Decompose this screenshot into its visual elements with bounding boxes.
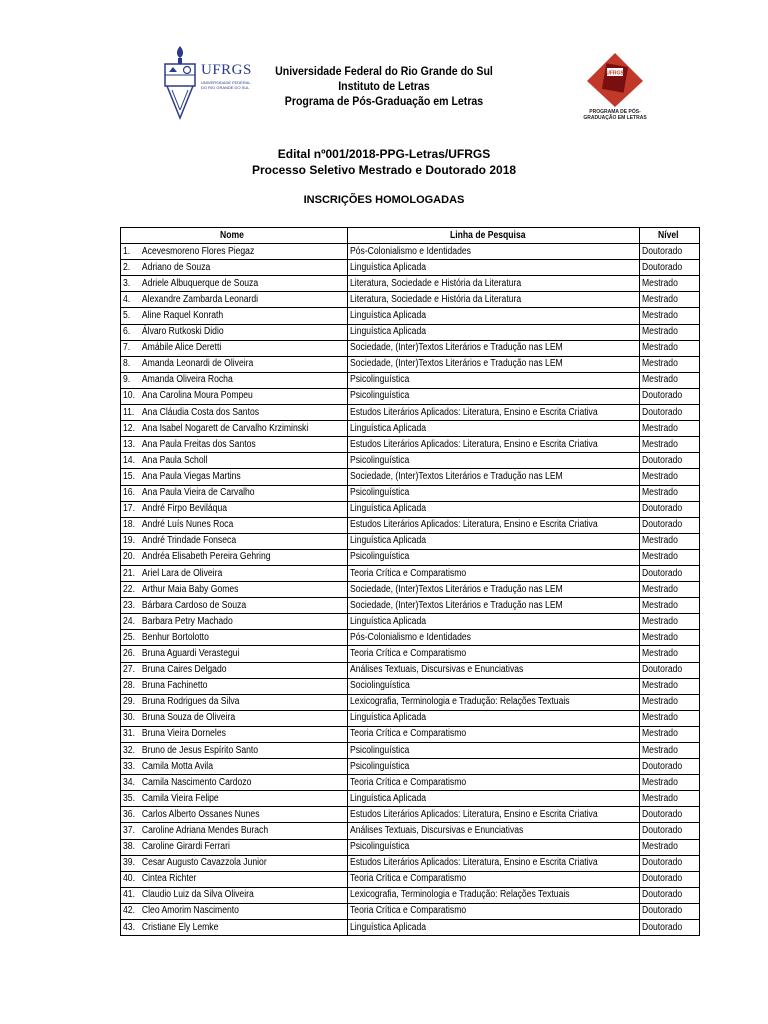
candidate-name: Ana Isabel Nogarett de Carvalho Krziminski — [141, 422, 309, 434]
row-number: 19. — [123, 535, 135, 547]
cell-nome — [121, 260, 348, 276]
cell-linha: Sociolinguística — [348, 678, 640, 694]
cell-nome — [121, 903, 348, 919]
header-linha: Linha de Pesquisa — [348, 228, 640, 244]
cell-nome — [121, 630, 348, 646]
cell-linha: Teoria Crítica e Comparatismo — [348, 903, 640, 919]
table-row — [121, 839, 700, 855]
cell-linha: Psicolinguística — [348, 372, 640, 388]
row-number: 27. — [123, 664, 135, 676]
cell-nome — [121, 308, 348, 324]
row-number: 9. — [123, 374, 131, 386]
candidate-name: André Firpo Beviláqua — [141, 503, 228, 515]
cell-nivel: Doutorado — [640, 388, 700, 404]
candidate-name: Bruna Rodrigues da Silva — [141, 696, 240, 708]
cell-nivel: Doutorado — [640, 662, 700, 678]
cell-nome — [121, 871, 348, 887]
cell-nome — [121, 549, 348, 565]
candidate-name: Barbara Petry Machado — [141, 615, 233, 627]
cell-nome — [121, 517, 348, 533]
program-name: Programa de Pós-Graduação em Letras — [284, 94, 484, 108]
cell-linha: Análises Textuais, Discursivas e Enunciativas — [348, 823, 640, 839]
cell-nome — [121, 421, 348, 437]
candidate-name: Adriano de Souza — [141, 261, 211, 273]
cell-nivel: Mestrado — [640, 324, 700, 340]
cell-nivel: Mestrado — [640, 533, 700, 549]
row-number: 23. — [123, 599, 135, 611]
table-row — [121, 244, 700, 260]
cell-nome — [121, 791, 348, 807]
cell-nivel: Doutorado — [640, 565, 700, 581]
table-row — [121, 276, 700, 292]
table-row — [121, 324, 700, 340]
row-number: 42. — [123, 905, 135, 917]
cell-nome — [121, 598, 348, 614]
candidate-name: Ana Paula Viegas Martins — [141, 470, 241, 482]
cell-linha: Sociedade, (Inter)Textos Literários e Tradução nas LEM — [348, 469, 640, 485]
cell-nivel: Mestrado — [640, 614, 700, 630]
cell-nivel: Doutorado — [640, 855, 700, 871]
ufrgs-subtitle: UNIVERSIDADE FEDERAL DO RIO GRANDE DO SUL — [201, 80, 251, 90]
ppg-letras-badge: UFRGS — [606, 70, 624, 77]
cell-nome — [121, 759, 348, 775]
table-row — [121, 887, 700, 903]
cell-nome — [121, 453, 348, 469]
row-number: 26. — [123, 647, 135, 659]
cell-nome — [121, 839, 348, 855]
cell-linha: Estudos Literários Aplicados: Literatura, Ensino e Escrita Criativa — [348, 855, 640, 871]
row-number: 16. — [123, 487, 135, 499]
cell-nome — [121, 743, 348, 759]
cell-linha: Psicolinguística — [348, 743, 640, 759]
candidate-name: Adriele Albuquerque de Souza — [141, 277, 259, 289]
row-number: 17. — [123, 503, 135, 515]
row-number: 18. — [123, 519, 135, 531]
cell-nome — [121, 694, 348, 710]
cell-nivel: Mestrado — [640, 710, 700, 726]
row-number: 41. — [123, 889, 135, 901]
inscriptions-table — [120, 227, 700, 936]
cell-nivel: Mestrado — [640, 630, 700, 646]
candidate-name: Bárbara Cardoso de Souza — [141, 599, 247, 611]
cell-nome — [121, 565, 348, 581]
table-row — [121, 582, 700, 598]
table-row — [121, 533, 700, 549]
table-row — [121, 903, 700, 919]
row-number: 5. — [123, 310, 131, 322]
cell-linha: Teoria Crítica e Comparatismo — [348, 565, 640, 581]
table-row — [121, 501, 700, 517]
table-row — [121, 759, 700, 775]
cell-linha: Lexicografia, Terminologia e Tradução: Relações Textuais — [348, 887, 640, 903]
candidate-name: Camila Motta Avila — [141, 760, 213, 772]
cell-linha: Psicolinguística — [348, 839, 640, 855]
row-number: 3. — [123, 277, 131, 289]
cell-linha: Estudos Literários Aplicados: Literatura, Ensino e Escrita Criativa — [348, 517, 640, 533]
cell-nivel: Mestrado — [640, 469, 700, 485]
candidate-name: Carlos Alberto Ossanes Nunes — [141, 808, 260, 820]
cell-linha: Estudos Literários Aplicados: Literatura, Ensino e Escrita Criativa — [348, 807, 640, 823]
table-row — [121, 437, 700, 453]
candidate-name: Ana Paula Freitas dos Santos — [141, 438, 256, 450]
cell-linha: Linguística Aplicada — [348, 710, 640, 726]
table-row — [121, 871, 700, 887]
cell-nivel: Mestrado — [640, 340, 700, 356]
candidate-name: Cristiane Ely Lemke — [141, 921, 219, 933]
row-number: 2. — [123, 261, 131, 273]
cell-linha: Análises Textuais, Discursivas e Enunciativas — [348, 662, 640, 678]
row-number: 11. — [123, 406, 135, 418]
edital-heading — [0, 146, 768, 178]
cell-nome — [121, 340, 348, 356]
row-number: 33. — [123, 760, 135, 772]
row-number: 39. — [123, 857, 135, 869]
cell-nome — [121, 372, 348, 388]
table-row — [121, 421, 700, 437]
cell-linha: Sociedade, (Inter)Textos Literários e Tradução nas LEM — [348, 582, 640, 598]
table-row — [121, 710, 700, 726]
cell-nome — [121, 807, 348, 823]
row-number: 36. — [123, 808, 135, 820]
candidate-name: Alexandre Zambarda Leonardi — [141, 293, 259, 305]
cell-linha: Linguística Aplicada — [348, 421, 640, 437]
cell-nome — [121, 276, 348, 292]
candidate-name: Ana Cláudia Costa dos Santos — [141, 406, 260, 418]
ufrgs-wordmark: UFRGS — [201, 62, 252, 78]
cell-nivel: Mestrado — [640, 743, 700, 759]
section-title: INSCRIÇÕES HOMOLOGADAS — [303, 194, 465, 206]
cell-nivel: Mestrado — [640, 356, 700, 372]
table-row — [121, 614, 700, 630]
table-row — [121, 517, 700, 533]
header-nome: Nome — [121, 228, 348, 244]
cell-nivel: Doutorado — [640, 871, 700, 887]
cell-nivel: Mestrado — [640, 276, 700, 292]
candidate-name: Álvaro Rutkoski Didio — [141, 326, 224, 338]
row-number: 10. — [123, 390, 135, 402]
candidate-name: Caroline Adriana Mendes Burach — [141, 825, 269, 837]
cell-nome — [121, 501, 348, 517]
table-row — [121, 775, 700, 791]
cell-nivel: Doutorado — [640, 517, 700, 533]
cell-nivel: Mestrado — [640, 775, 700, 791]
cell-nome — [121, 646, 348, 662]
cell-linha: Linguística Aplicada — [348, 920, 640, 936]
cell-linha: Teoria Crítica e Comparatismo — [348, 775, 640, 791]
row-number: 14. — [123, 454, 135, 466]
cell-nome — [121, 485, 348, 501]
cell-nome — [121, 533, 348, 549]
table-row — [121, 292, 700, 308]
table-row — [121, 453, 700, 469]
candidate-name: André Luís Nunes Roca — [141, 519, 234, 531]
cell-linha: Pós-Colonialismo e Identidades — [348, 630, 640, 646]
institute-name: Instituto de Letras — [338, 79, 430, 93]
cell-linha: Estudos Literários Aplicados: Literatura, Ensino e Escrita Criativa — [348, 437, 640, 453]
cell-linha: Linguística Aplicada — [348, 791, 640, 807]
cell-nome — [121, 582, 348, 598]
row-number: 35. — [123, 792, 135, 804]
cell-nome — [121, 437, 348, 453]
cell-nivel: Mestrado — [640, 839, 700, 855]
row-number: 7. — [123, 342, 131, 354]
row-number: 22. — [123, 583, 135, 595]
cell-nivel: Doutorado — [640, 903, 700, 919]
row-number: 34. — [123, 776, 135, 788]
row-number: 29. — [123, 696, 135, 708]
cell-linha: Psicolinguística — [348, 453, 640, 469]
table-row — [121, 485, 700, 501]
candidate-name: Bruno de Jesus Espírito Santo — [141, 744, 259, 756]
row-number: 43. — [123, 921, 135, 933]
candidate-name: Ana Carolina Moura Pompeu — [141, 390, 253, 402]
cell-nome — [121, 678, 348, 694]
candidate-name: Amábile Alice Deretti — [141, 342, 222, 354]
candidate-name: Bruna Souza de Oliveira — [141, 712, 236, 724]
candidate-name: Camila Vieira Felipe — [141, 792, 219, 804]
ufrgs-seal-icon — [163, 44, 197, 120]
cell-nivel: Doutorado — [640, 920, 700, 936]
row-number: 38. — [123, 841, 135, 853]
cell-linha: Linguística Aplicada — [348, 308, 640, 324]
cell-linha: Psicolinguística — [348, 485, 640, 501]
candidate-name: Amanda Leonardi de Oliveira — [141, 358, 254, 370]
cell-nome — [121, 855, 348, 871]
table-row — [121, 260, 700, 276]
candidate-name: Benhur Bortolotto — [141, 631, 209, 643]
table-row — [121, 920, 700, 936]
cell-nivel: Mestrado — [640, 308, 700, 324]
cell-linha: Teoria Crítica e Comparatismo — [348, 871, 640, 887]
cell-nivel: Mestrado — [640, 421, 700, 437]
cell-nome — [121, 920, 348, 936]
cell-nivel: Mestrado — [640, 646, 700, 662]
table-row — [121, 308, 700, 324]
table-row — [121, 678, 700, 694]
cell-nome — [121, 726, 348, 742]
cell-linha: Sociedade, (Inter)Textos Literários e Tradução nas LEM — [348, 598, 640, 614]
candidate-name: Bruna Caires Delgado — [141, 664, 227, 676]
cell-linha: Literatura, Sociedade e História da Literatura — [348, 276, 640, 292]
cell-nivel: Mestrado — [640, 549, 700, 565]
cell-nivel: Mestrado — [640, 726, 700, 742]
candidate-name: Cintea Richter — [141, 873, 197, 885]
table-row — [121, 372, 700, 388]
cell-nome — [121, 356, 348, 372]
cell-nivel: Mestrado — [640, 678, 700, 694]
cell-linha: Estudos Literários Aplicados: Literatura, Ensino e Escrita Criativa — [348, 405, 640, 421]
candidate-name: Caroline Girardi Ferrari — [141, 841, 230, 853]
row-number: 28. — [123, 680, 135, 692]
cell-nivel: Mestrado — [640, 791, 700, 807]
cell-linha: Lexicografia, Terminologia e Tradução: Relações Textuais — [348, 694, 640, 710]
cell-nivel: Doutorado — [640, 759, 700, 775]
cell-nome — [121, 662, 348, 678]
cell-nivel: Doutorado — [640, 807, 700, 823]
candidate-name: Ana Paula Scholl — [141, 454, 208, 466]
cell-nivel: Mestrado — [640, 372, 700, 388]
cell-linha: Linguística Aplicada — [348, 614, 640, 630]
cell-nome — [121, 823, 348, 839]
cell-linha: Linguística Aplicada — [348, 324, 640, 340]
row-number: 40. — [123, 873, 135, 885]
row-number: 20. — [123, 551, 135, 563]
cell-nome — [121, 710, 348, 726]
row-number: 21. — [123, 567, 135, 579]
table-row — [121, 356, 700, 372]
candidate-name: Acevesmoreno Flores Piegaz — [141, 245, 255, 257]
cell-nivel: Doutorado — [640, 244, 700, 260]
table-row — [121, 565, 700, 581]
cell-nivel: Mestrado — [640, 437, 700, 453]
row-number: 15. — [123, 470, 135, 482]
cell-linha: Linguística Aplicada — [348, 533, 640, 549]
cell-nome — [121, 292, 348, 308]
candidate-name: Bruna Fachinetto — [141, 680, 208, 692]
candidate-name: Andréa Elisabeth Pereira Gehring — [141, 551, 271, 563]
row-number: 25. — [123, 631, 135, 643]
header-nivel: Nível — [640, 228, 700, 244]
table-row — [121, 549, 700, 565]
table-row — [121, 340, 700, 356]
table-row — [121, 469, 700, 485]
cell-nivel: Doutorado — [640, 501, 700, 517]
institution-header — [266, 64, 502, 109]
table-row — [121, 807, 700, 823]
row-number: 8. — [123, 358, 131, 370]
row-number: 4. — [123, 293, 131, 305]
candidate-name: Aline Raquel Konrath — [141, 310, 224, 322]
candidate-name: Ariel Lara de Oliveira — [141, 567, 223, 579]
cell-linha: Pós-Colonialismo e Identidades — [348, 244, 640, 260]
cell-nivel: Doutorado — [640, 405, 700, 421]
cell-linha: Psicolinguística — [348, 388, 640, 404]
cell-nome — [121, 405, 348, 421]
cell-nivel: Mestrado — [640, 694, 700, 710]
ufrgs-logo — [163, 44, 258, 120]
table-row — [121, 405, 700, 421]
row-number: 24. — [123, 615, 135, 627]
ppg-letras-emblem-icon — [582, 51, 648, 109]
candidate-name: Bruna Aguardi Verastegui — [141, 647, 240, 659]
row-number: 31. — [123, 728, 135, 740]
ppg-letras-caption: PROGRAMA DE PÓS-GRADUAÇÃO EM LETRAS — [583, 109, 647, 121]
candidate-name: Amanda Oliveira Rocha — [141, 374, 233, 386]
table-row — [121, 823, 700, 839]
cell-linha: Sociedade, (Inter)Textos Literários e Tradução nas LEM — [348, 340, 640, 356]
cell-nome — [121, 324, 348, 340]
cell-nivel: Mestrado — [640, 598, 700, 614]
cell-nivel: Mestrado — [640, 582, 700, 598]
cell-linha: Teoria Crítica e Comparatismo — [348, 726, 640, 742]
candidate-name: Cesar Augusto Cavazzola Junior — [141, 857, 267, 869]
row-number: 30. — [123, 712, 135, 724]
cell-nivel: Mestrado — [640, 485, 700, 501]
candidate-name: Cleo Amorim Nascimento — [141, 905, 239, 917]
university-name: Universidade Federal do Rio Grande do Sul — [275, 64, 493, 78]
table-row — [121, 662, 700, 678]
cell-linha: Linguística Aplicada — [348, 260, 640, 276]
table-row — [121, 598, 700, 614]
row-number: 13. — [123, 438, 135, 450]
candidate-name: Bruna Vieira Dorneles — [141, 728, 226, 740]
cell-nivel: Mestrado — [640, 292, 700, 308]
table-row — [121, 388, 700, 404]
table-row — [121, 646, 700, 662]
table-row — [121, 743, 700, 759]
cell-linha: Psicolinguística — [348, 759, 640, 775]
cell-nome — [121, 614, 348, 630]
cell-linha: Linguística Aplicada — [348, 501, 640, 517]
row-number: 12. — [123, 422, 135, 434]
table-header-row — [121, 228, 700, 244]
cell-linha: Teoria Crítica e Comparatismo — [348, 646, 640, 662]
cell-nome — [121, 887, 348, 903]
cell-nivel: Doutorado — [640, 453, 700, 469]
candidate-name: Ana Paula Vieira de Carvalho — [141, 487, 255, 499]
cell-nivel: Doutorado — [640, 823, 700, 839]
edital-process: Processo Seletivo Mestrado e Doutorado 2018 — [251, 163, 517, 177]
cell-nome — [121, 388, 348, 404]
candidate-name: André Trindade Fonseca — [141, 535, 237, 547]
ppg-letras-logo — [582, 51, 648, 131]
cell-nome — [121, 775, 348, 791]
row-number: 32. — [123, 744, 135, 756]
cell-linha: Sociedade, (Inter)Textos Literários e Tradução nas LEM — [348, 356, 640, 372]
cell-nome — [121, 469, 348, 485]
table-row — [121, 630, 700, 646]
cell-nivel: Doutorado — [640, 260, 700, 276]
table-row — [121, 726, 700, 742]
table-row — [121, 791, 700, 807]
cell-linha: Psicolinguística — [348, 549, 640, 565]
row-number: 37. — [123, 825, 135, 837]
candidate-name: Camila Nascimento Cardozo — [141, 776, 252, 788]
table-row — [121, 855, 700, 871]
edital-number: Edital nº001/2018-PPG-Letras/UFRGS — [277, 147, 491, 161]
candidate-name: Arthur Maia Baby Gomes — [141, 583, 239, 595]
row-number: 1. — [123, 245, 131, 257]
candidate-name: Claudio Luiz da Silva Oliveira — [141, 889, 254, 901]
cell-nivel: Doutorado — [640, 887, 700, 903]
table-row — [121, 694, 700, 710]
row-number: 6. — [123, 326, 131, 338]
cell-nome — [121, 244, 348, 260]
cell-linha: Literatura, Sociedade e História da Literatura — [348, 292, 640, 308]
